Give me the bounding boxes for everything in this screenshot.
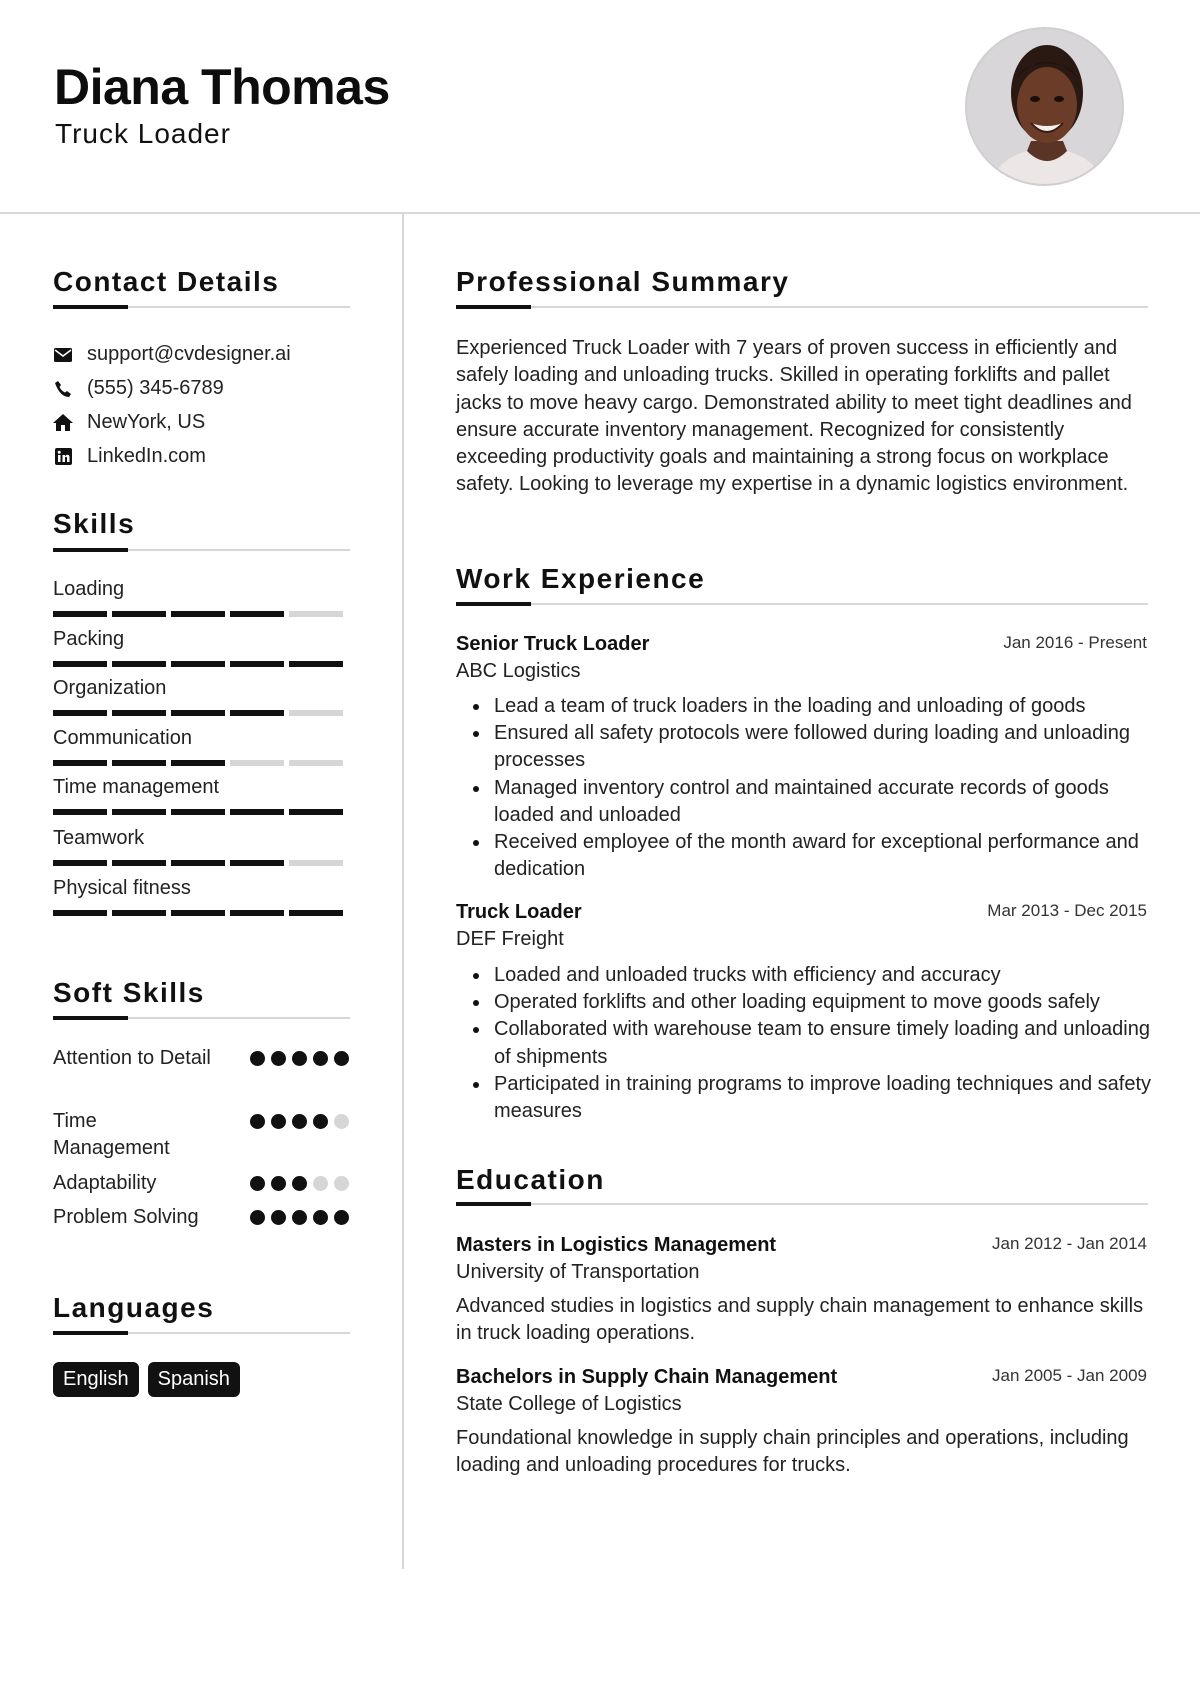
profile-photo — [965, 27, 1124, 186]
profile-photo-image — [967, 29, 1124, 186]
soft-skill-label: Attention to Detail — [53, 1047, 211, 1069]
soft-skills-heading: Soft Skills — [53, 977, 205, 1008]
skill-bar-segment-filled — [171, 661, 225, 667]
contact-phone[interactable] — [53, 377, 224, 400]
skill-level-bar — [53, 809, 348, 815]
skills-heading: Skills — [53, 508, 136, 539]
rating-dot-filled — [313, 1210, 328, 1225]
skill-bar-segment-filled — [171, 611, 225, 617]
rating-dot-filled — [334, 1051, 349, 1066]
skill-bar-segment-empty — [289, 710, 343, 716]
job-bullet: Managed inventory control and maintained accurate records of goods loaded and unloaded — [456, 775, 1156, 829]
skill-bar-segment-filled — [112, 760, 166, 766]
degree-title: Bachelors in Supply Chain Management — [456, 1366, 838, 1388]
job-dates: Jan 2016 - Present — [1003, 633, 1147, 652]
skill-label: Teamwork — [53, 827, 145, 849]
rating-dot-filled — [292, 1051, 307, 1066]
rating-dot-filled — [313, 1051, 328, 1066]
job-bullet: Ensured all safety protocols were followed during loading and unloading processes — [456, 720, 1156, 774]
skill-item — [53, 827, 348, 866]
job-bullet: Operated forklifts and other loading equipment to move goods safely — [456, 989, 1156, 1016]
skill-bar-segment-filled — [112, 809, 166, 815]
skill-label: Loading — [53, 578, 125, 600]
languages-heading: Languages — [53, 1292, 215, 1323]
skill-label: Physical fitness — [53, 877, 191, 899]
skill-bar-segment-filled — [289, 809, 343, 815]
contact-linkedin-text: LinkedIn.com — [87, 445, 206, 467]
skill-item — [53, 578, 348, 617]
soft-skill-item — [53, 1108, 349, 1162]
skill-bar-segment-filled — [112, 710, 166, 716]
soft-skill-label: Time Management — [53, 1110, 170, 1159]
rating-dot-filled — [271, 1051, 286, 1066]
soft-skill-item — [53, 1204, 349, 1231]
skill-item — [53, 776, 348, 815]
skill-bar-segment-filled — [171, 809, 225, 815]
skill-bar-segment-filled — [112, 860, 166, 866]
envelope-icon — [53, 345, 73, 365]
contact-email-text: support@cvdesigner.ai — [87, 343, 291, 365]
job-bullet: Received employee of the month award for exceptional performance and dedication — [456, 829, 1156, 883]
rating-dot-filled — [292, 1176, 307, 1191]
home-icon — [53, 413, 73, 433]
skill-bar-segment-filled — [53, 809, 107, 815]
skill-bar-segment-filled — [171, 860, 225, 866]
skill-bar-segment-filled — [289, 910, 343, 916]
skill-bar-segment-filled — [230, 809, 284, 815]
skill-bar-segment-empty — [289, 760, 343, 766]
soft-skill-item — [53, 1170, 349, 1197]
language-tag: Spanish — [148, 1362, 240, 1397]
job-company: DEF Freight — [456, 928, 564, 950]
skill-bar-segment-filled — [171, 710, 225, 716]
skill-bar-segment-filled — [112, 661, 166, 667]
skill-bar-segment-empty — [289, 860, 343, 866]
contact-heading: Contact Details — [53, 266, 280, 297]
soft-skill-label: Problem Solving — [53, 1206, 199, 1228]
degree-dates: Jan 2005 - Jan 2009 — [991, 1366, 1147, 1385]
rating-dot-filled — [271, 1210, 286, 1225]
skill-label: Organization — [53, 677, 167, 699]
education-heading: Education — [456, 1164, 605, 1195]
skill-bar-segment-filled — [230, 860, 284, 866]
skill-item — [53, 727, 348, 766]
skill-bar-segment-filled — [53, 611, 107, 617]
skill-bar-segment-filled — [53, 910, 107, 916]
skill-level-bar — [53, 760, 348, 766]
rating-dot-filled — [250, 1176, 265, 1191]
language-tag: English — [53, 1362, 139, 1397]
skill-level-bar — [53, 661, 348, 667]
skill-bar-segment-filled — [230, 910, 284, 916]
experience-heading-accent — [456, 602, 531, 606]
rating-dot-filled — [292, 1210, 307, 1225]
degree-title: Masters in Logistics Management — [456, 1234, 777, 1256]
languages-heading-accent — [53, 1331, 128, 1335]
job-bullet: Loaded and unloaded trucks with efficiency and accuracy — [456, 962, 1156, 989]
skill-bar-segment-filled — [53, 760, 107, 766]
summary-text: Experienced Truck Loader with 7 years of proven success in efficiently and safely loading and unloading trucks. Skilled in operating forklifts and pallet jacks to move heavy cargo. Demonstrated ability to meet tight deadlines and ensure accurate inventory management. Recognized for consistently exceeding productivity goals and maintaining a strong focus on workplace safety. Looking to leverage my expertise in a dynamic logistics environment. — [456, 337, 1132, 496]
rating-dot-empty — [313, 1176, 328, 1191]
rating-dot-filled — [313, 1114, 328, 1129]
rating-dot-filled — [250, 1114, 265, 1129]
soft-skill-label: Adaptability — [53, 1172, 157, 1194]
skill-level-bar — [53, 910, 348, 916]
skill-level-bar — [53, 710, 348, 716]
summary-heading-rule — [456, 306, 1148, 308]
skill-level-bar — [53, 860, 348, 866]
skill-item — [53, 677, 348, 716]
soft-skill-rating — [250, 1045, 349, 1072]
experience-heading-rule — [456, 603, 1148, 605]
rating-dot-filled — [250, 1051, 265, 1066]
phone-icon — [53, 379, 73, 399]
job-bullet: Participated in training programs to improve loading techniques and safety measures — [456, 1071, 1156, 1125]
degree-dates: Jan 2012 - Jan 2014 — [991, 1234, 1147, 1253]
skill-label: Packing — [53, 628, 125, 650]
skill-bar-segment-empty — [289, 611, 343, 617]
job-bullets — [456, 693, 1156, 883]
skill-level-bar — [53, 611, 348, 617]
skill-bar-segment-filled — [171, 760, 225, 766]
rating-dot-empty — [334, 1176, 349, 1191]
job-title: Truck Loader — [456, 901, 582, 923]
resume-header — [0, 0, 1200, 214]
skill-bar-segment-filled — [171, 910, 225, 916]
rating-dot-filled — [292, 1114, 307, 1129]
skill-bar-segment-empty — [230, 760, 284, 766]
candidate-title: Truck Loader — [55, 118, 231, 149]
skill-bar-segment-filled — [230, 611, 284, 617]
skill-bar-segment-filled — [230, 710, 284, 716]
summary-heading-accent — [456, 305, 531, 309]
language-tags — [53, 1362, 240, 1397]
contact-email[interactable] — [53, 343, 291, 366]
linkedin-icon — [53, 447, 73, 467]
job-company: ABC Logistics — [456, 660, 581, 682]
rating-dot-filled — [271, 1176, 286, 1191]
contact-linkedin[interactable] — [53, 445, 206, 468]
job-bullet: Collaborated with warehouse team to ensure timely loading and unloading of shipments — [456, 1016, 1156, 1070]
skill-bar-segment-filled — [230, 661, 284, 667]
soft-skill-item — [53, 1045, 349, 1072]
rating-dot-filled — [250, 1210, 265, 1225]
job-bullets — [456, 962, 1156, 1125]
education-heading-rule — [456, 1203, 1148, 1205]
contact-location-text: NewYork, US — [87, 411, 206, 433]
job-dates: Mar 2013 - Dec 2015 — [987, 901, 1147, 920]
skill-bar-segment-filled — [53, 661, 107, 667]
rating-dot-filled — [334, 1210, 349, 1225]
skill-label: Time management — [53, 776, 219, 798]
degree-school: University of Transportation — [456, 1261, 700, 1283]
education-heading-accent — [456, 1202, 531, 1206]
rating-dot-filled — [271, 1114, 286, 1129]
job-title: Senior Truck Loader — [456, 633, 650, 655]
skill-item — [53, 877, 348, 916]
contact-phone-text: (555) 345-6789 — [87, 377, 224, 399]
skill-label: Communication — [53, 727, 192, 749]
skill-bar-segment-filled — [53, 710, 107, 716]
skill-bar-segment-filled — [289, 661, 343, 667]
rating-dot-empty — [334, 1114, 349, 1129]
job-bullet: Lead a team of truck loaders in the loading and unloading of goods — [456, 693, 1156, 720]
summary-heading: Professional Summary — [456, 266, 790, 297]
column-divider — [402, 214, 404, 1569]
soft-skills-heading-accent — [53, 1016, 128, 1020]
skill-item — [53, 628, 348, 667]
degree-school: State College of Logistics — [456, 1393, 682, 1415]
experience-heading: Work Experience — [456, 563, 706, 594]
soft-skill-rating — [250, 1204, 349, 1231]
contact-location — [53, 411, 205, 434]
contact-heading-accent — [53, 305, 128, 309]
skill-bar-segment-filled — [112, 611, 166, 617]
soft-skill-rating — [250, 1108, 349, 1162]
skill-bar-segment-filled — [53, 860, 107, 866]
skills-heading-accent — [53, 548, 128, 552]
skill-bar-segment-filled — [112, 910, 166, 916]
candidate-name: Diana Thomas — [54, 59, 390, 115]
soft-skill-rating — [250, 1170, 349, 1197]
degree-description: Foundational knowledge in supply chain principles and operations, including loading and unloading procedures for trucks. — [456, 1427, 1129, 1477]
degree-description: Advanced studies in logistics and supply chain management to enhance skills in truck loading operations. — [456, 1295, 1144, 1345]
